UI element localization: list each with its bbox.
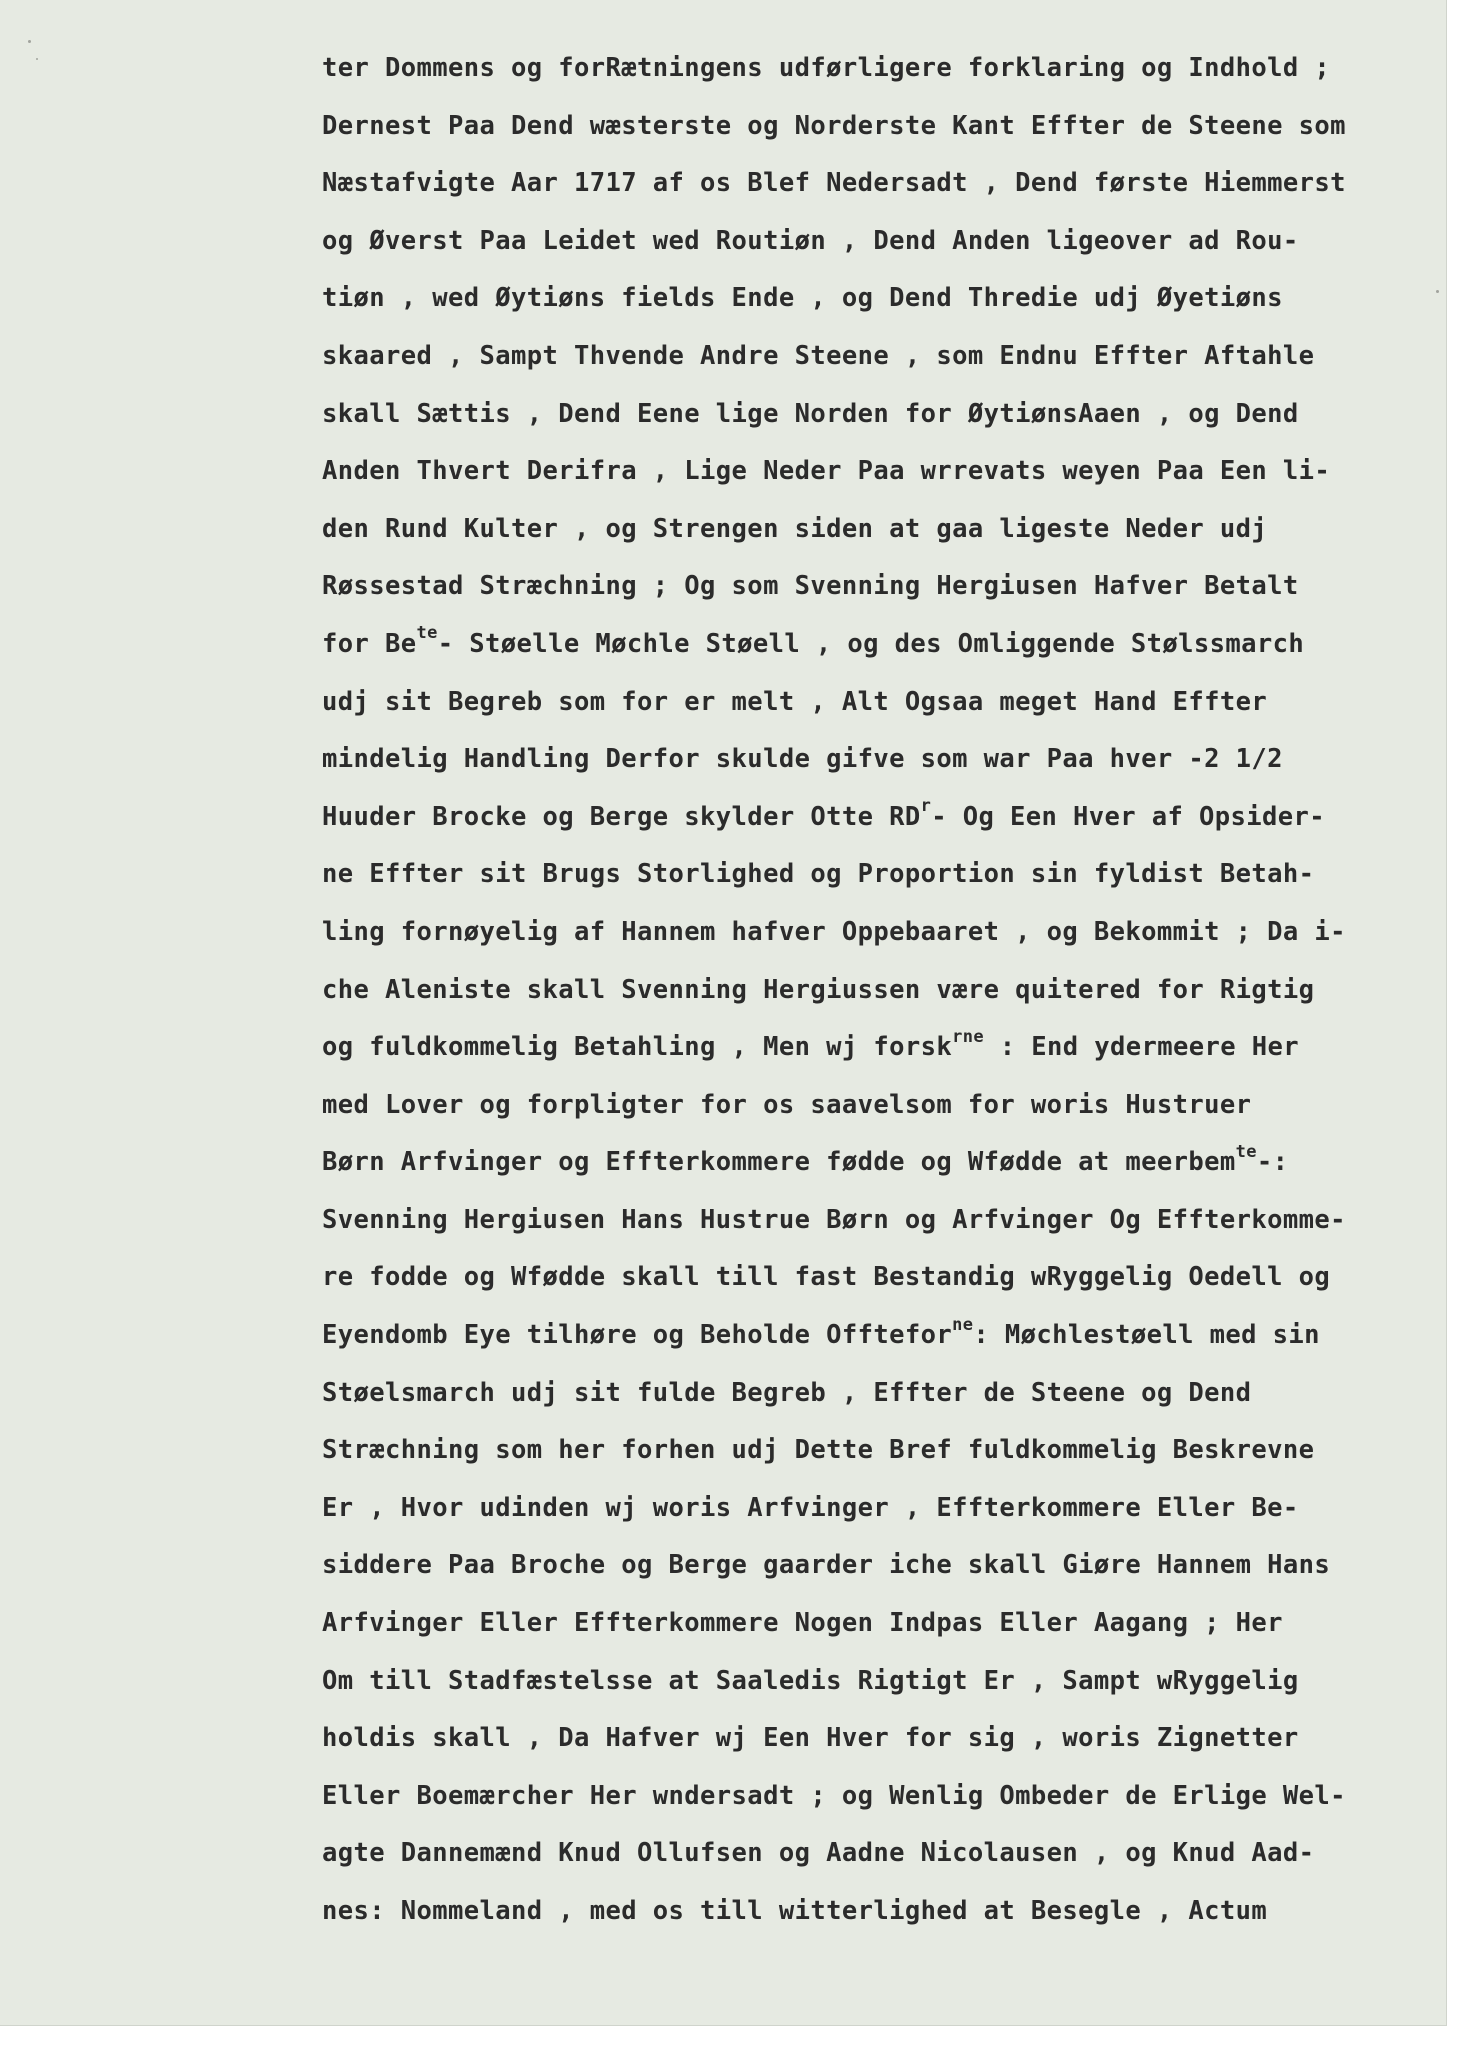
line-text: ne Effter sit Brugs Storlighed og Proportion sin fyldist Betah- — [322, 859, 1315, 890]
line-text: og fuldkommelig Betahling , Men wj forsk — [322, 1032, 953, 1063]
line-text: Svenning Hergiusen Hans Hustrue Børn og Arfvinger Og Effterkomme- — [322, 1204, 1346, 1235]
line-text: Dernest Paa Dend wæsterste og Norderste Kant Effter de Steene som — [322, 110, 1346, 141]
line-text: siddere Paa Broche og Berge gaarder iche skall Giøre Hannem Hans — [322, 1550, 1331, 1581]
line-text: holdis skall , Da Hafver wj Een Hver for sig , woris Zignetter — [322, 1723, 1299, 1754]
text-line — [322, 904, 1442, 962]
text-line — [322, 1019, 1442, 1077]
text-line — [322, 1595, 1442, 1653]
text-line — [322, 443, 1442, 501]
text-line — [322, 1537, 1442, 1595]
text-line — [322, 789, 1442, 847]
line-text: ter Dommens og forRætningens udførligere forklaring og Indhold ; — [322, 53, 1331, 83]
typed-text-body — [322, 40, 1442, 1941]
line-text-rest: - Og Een Hver af Opsider- — [931, 801, 1326, 832]
text-line — [322, 1307, 1442, 1365]
superscript-abbrev: te — [1235, 1141, 1257, 1162]
line-text: Om till Stadfæstelsse at Saaledis Rigtigt Er , Sampt wRyggelig — [322, 1665, 1299, 1696]
line-text: Er , Hvor udinden wj woris Arfvinger , Effterkommere Eller Be- — [322, 1492, 1299, 1523]
text-line — [322, 328, 1442, 386]
text-line — [322, 501, 1442, 559]
line-text: Arfvinger Eller Effterkommere Nogen Indpas Eller Aagang ; Her — [322, 1608, 1283, 1639]
line-text: for Be — [322, 628, 417, 659]
line-text: skall Sættis , Dend Eene lige Norden for ØytiønsAaen , og Dend — [322, 398, 1299, 429]
text-line — [322, 1825, 1442, 1883]
superscript-abbrev: te — [416, 623, 438, 644]
line-text: che Aleniste skall Svenning Hergiussen være quitered for Rigtig — [322, 974, 1315, 1005]
line-text-rest: -: — [1256, 1147, 1289, 1178]
text-line — [322, 558, 1442, 616]
text-line — [322, 270, 1442, 328]
text-line — [322, 213, 1442, 271]
line-text: tiøn , wed Øytiøns fields Ende , og Dend Thredie udj Øyetiøns — [322, 283, 1283, 314]
superscript-abbrev: ne — [952, 1314, 974, 1335]
line-text: og Øverst Paa Leidet wed Routiøn , Dend Anden ligeover ad Rou- — [322, 225, 1299, 256]
line-text: skaared , Sampt Thvende Andre Steene , som Endnu Effter Aftahle — [322, 340, 1315, 371]
line-text: den Rund Kulter , og Strengen siden at gaa ligeste Neder udj — [322, 513, 1268, 544]
line-text: Børn Arfvinger og Effterkommere fødde og Wfødde at meerbem — [322, 1147, 1236, 1178]
line-text: nes: Nommeland , med os till witterlighed at Besegle , Actum — [322, 1896, 1268, 1926]
text-line — [322, 1077, 1442, 1135]
line-text: Anden Thvert Derifra , Lige Neder Paa wrrevats weyen Paa Een li- — [322, 456, 1331, 487]
line-text: Røssestad Stræchning ; Og som Svenning Hergiusen Hafver Betalt — [322, 571, 1299, 602]
text-line — [322, 40, 1442, 98]
text-line — [322, 1134, 1442, 1192]
paper-speck — [28, 40, 31, 43]
line-text: agte Dannemænd Knud Ollufsen og Aadne Nicolausen , og Knud Aad- — [322, 1838, 1315, 1869]
text-line — [322, 1768, 1442, 1826]
text-line — [322, 616, 1442, 674]
text-line — [322, 1480, 1442, 1538]
line-text: Eyendomb Eye tilhøre og Beholde Offtefor — [322, 1320, 953, 1351]
line-text-rest: : End ydermeere Her — [984, 1032, 1300, 1063]
text-line — [322, 674, 1442, 732]
line-text: Eller Boemærcher Her wndersadt ; og Wenlig Ombeder de Erlige Wel- — [322, 1780, 1346, 1811]
line-text: re fodde og Wfødde skall till fast Bestandig wRyggelig Oedell og — [322, 1262, 1331, 1293]
text-line — [322, 1249, 1442, 1307]
text-line — [322, 962, 1442, 1020]
text-line — [322, 1422, 1442, 1480]
text-line — [322, 386, 1442, 444]
line-text: Næstafvigte Aar 1717 af os Blef Nedersadt , Dend første Hiemmerst — [322, 168, 1346, 199]
line-text: mindelig Handling Derfor skulde gifve som war Paa hver -2 1/2 — [322, 744, 1283, 775]
line-text: med Lover og forpligter for os saavelsom for woris Hustruer — [322, 1089, 1252, 1120]
text-line — [322, 1192, 1442, 1250]
line-text: Stræchning som her forhen udj Dette Bref fuldkommelig Beskrevne — [322, 1435, 1315, 1466]
text-line — [322, 731, 1442, 789]
text-line — [322, 1653, 1442, 1711]
text-line — [322, 1710, 1442, 1768]
line-text-rest: - Støelle Møchle Støell , og des Omliggende Stølssmarch — [437, 628, 1305, 659]
paper-speck — [36, 58, 38, 60]
text-line — [322, 1365, 1442, 1423]
line-text: udj sit Begreb som for er melt , Alt Ogsaa meget Hand Effter — [322, 686, 1268, 717]
text-line — [322, 1883, 1442, 1941]
line-text-rest: : Møchlestøell med sin — [973, 1320, 1320, 1351]
superscript-abbrev: r — [920, 796, 932, 817]
text-line — [322, 98, 1442, 156]
text-line — [322, 846, 1442, 904]
line-text: Støelsmarch udj sit fulde Begreb , Effter de Steene og Dend — [322, 1377, 1252, 1408]
line-text: Huuder Brocke og Berge skylder Otte RD — [322, 801, 921, 832]
text-line — [322, 155, 1442, 213]
line-text: ling fornøyelig af Hannem hafver Oppebaaret , og Bekommit ; Da i- — [322, 916, 1346, 947]
superscript-abbrev: rne — [952, 1026, 984, 1047]
